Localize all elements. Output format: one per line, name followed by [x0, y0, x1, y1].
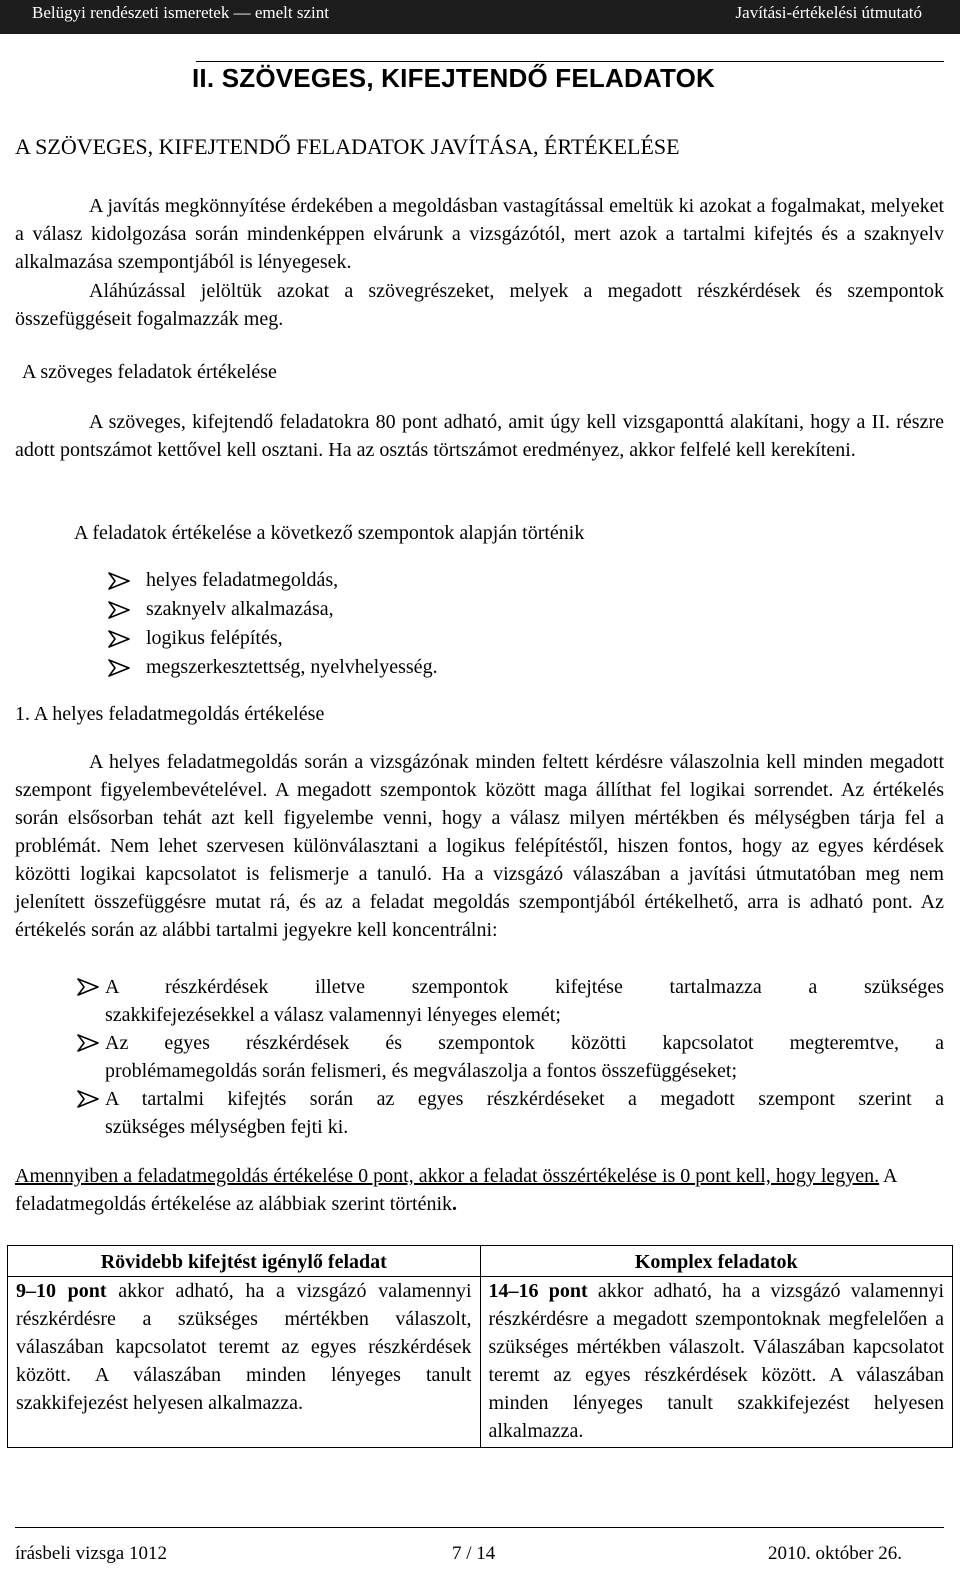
scoring-text: A szöveges, kifejtendő feladatokra 80 pont adható, amit úgy kell vizsgaponttá alakítani, hogy a II. részre adott pontszámot kettővel kell osztani. Ha az osztás törtszámot eredményez, akkor felfelé kell kerekíteni.	[15, 411, 944, 461]
bullet-text-line2: szükséges mélységben fejti ki.	[105, 1116, 349, 1138]
zero-score-continuation: A feladatmegoldás értékelése az alábbiak szerint történik	[15, 1165, 897, 1215]
arrow-bullet-icon	[108, 601, 130, 619]
list-item	[108, 624, 438, 653]
list-item	[77, 973, 944, 1029]
bullet-text-line2: szakkifejezésekkel a válasz valamennyi lényeges elemét;	[105, 1004, 561, 1026]
footer-page-number: 7 / 14	[452, 1543, 496, 1564]
list-item	[108, 595, 438, 624]
page-header	[0, 0, 960, 34]
arrow-bullet-icon	[77, 978, 99, 996]
zero-score-underlined: Amennyiben a feladatmegoldás értékelése 0 pont, akkor a feladat összértékelése is 0 pont kell, hogy legyen.	[15, 1165, 880, 1187]
header-guide-title: Javítási-értékelési útmutató	[735, 3, 922, 22]
table-header-short-task: Rövidebb kifejtést igénylő feladat	[8, 1246, 481, 1277]
zero-score-period: .	[452, 1193, 458, 1215]
complex-task-criteria-cell	[480, 1277, 953, 1448]
list-item	[108, 653, 438, 682]
list-item	[77, 1085, 944, 1141]
section-title: II. SZÖVEGES, KIFEJTENDŐ FELADATOK	[192, 63, 716, 93]
underline-note-text: Aláhúzással jelöltük azokat a szövegrészeket, melyek a megadott részkérdések és szempontok összefüggéseit fogalmazzák meg.	[15, 280, 944, 330]
complex-task-criteria-text: akkor adható, ha a vizsgázó valamennyi részkérdésre a megadott szempontoknak megfelelően a szükséges mértékben válaszolt. Válaszában kapcsolatot teremt az egyes részkérdések között. A válaszában minden lényeges tanult szakkifejezést helyesen alkalmazza.	[488, 1280, 945, 1442]
footer-date: 2010. október 26.	[767, 1543, 902, 1564]
intro-text: A javítás megkönnyítése érdekében a megoldásban vastagítással emeltük ki azokat a fogalmakat, melyeket a válasz kidolgozása során mindenképpen elvárunk a vizsgázótól, mert azok a tartalmi kifejtés és a szaknyelv alkalmazása szempontjából is lényegesek.	[15, 195, 944, 273]
arrow-bullet-icon	[108, 630, 130, 648]
bullet-text-line1: A részkérdések illetve szempontok kifejtése tartalmazza a szükséges	[105, 976, 944, 998]
criteria-list	[108, 566, 438, 682]
content-criteria-list	[77, 973, 944, 1141]
section1-heading: 1. A helyes feladatmegoldás értékelése	[15, 703, 325, 725]
criteria-item-text: megszerkesztettség, nyelvhelyesség.	[146, 656, 438, 678]
zero-score-paragraph	[15, 1162, 944, 1218]
list-item	[77, 1029, 944, 1085]
footer-exam-id: írásbeli vizsga 1012	[15, 1543, 167, 1564]
bullet-text-line1: Az egyes részkérdések és szempontok közötti kapcsolatot megteremtve, a	[105, 1032, 944, 1054]
intro-paragraph	[15, 192, 944, 276]
header-exam-title: Belügyi rendészeti ismeretek — emelt szint	[32, 3, 329, 22]
complex-task-points: 14–16 pont	[488, 1280, 588, 1302]
footer-rule	[15, 1527, 944, 1528]
list-item	[108, 566, 438, 595]
section1-text: A helyes feladatmegoldás során a vizsgázónak minden feltett kérdésre válaszolnia kell minden megadott szempont figyelembevételével. A megadott szempontok között maga állíthat fel logikai sorrendet. Az értékelés során elsősorban tehát azt kell figyelembe venni, hogy a válasz milyen mértékben és mélységben tárja fel a problémát. Nem lehet szervesen különválasztani a logikus felépítéstől, hiszen fontos, hogy az egyes kérdések közötti logikai kapcsolatot is felismerje a tanuló. Ha a vizsgázó válaszában a javítási útmutatóban meg nem jelenített összefüggésre mutat rá, és az a feladat megoldás szempontjából értékelhető, arra is adható pont. Az értékelés során az alábbi tartalmi jegyekre kell koncentrálni:	[15, 751, 944, 941]
section1-paragraph	[15, 748, 944, 944]
table-header-complex-task: Komplex feladatok	[480, 1246, 953, 1277]
scoring-heading: A szöveges feladatok értékelése	[22, 361, 277, 383]
table-header-row	[8, 1246, 953, 1277]
arrow-bullet-icon	[77, 1034, 99, 1052]
evaluation-heading: A SZÖVEGES, KIFEJTENDŐ FELADATOK JAVÍTÁSA, ÉRTÉKELÉSE	[15, 134, 680, 159]
short-task-criteria-text: akkor adható, ha a vizsgázó valamennyi részkérdésre a szükséges mértékben válaszolt, válaszában kapcsolatot teremt az egyes részkérdések között. A válaszában minden lényeges tanult szakkifejezést helyesen alkalmazza.	[16, 1280, 472, 1414]
table-row	[8, 1277, 953, 1448]
title-rule	[196, 61, 944, 62]
criteria-heading: A feladatok értékelése a következő szempontok alapján történik	[74, 522, 585, 544]
arrow-bullet-icon	[77, 1090, 99, 1108]
short-task-criteria-cell	[8, 1277, 481, 1448]
bullet-text-line1: A tartalmi kifejtés során az egyes részkérdéseket a megadott szempont szerint a	[105, 1088, 944, 1110]
criteria-item-text: logikus felépítés,	[146, 627, 283, 649]
arrow-bullet-icon	[108, 659, 130, 677]
arrow-bullet-icon	[108, 572, 130, 590]
underline-note-paragraph	[15, 277, 944, 333]
criteria-item-text: szaknyelv alkalmazása,	[146, 598, 334, 620]
bullet-text-line2: problémamegoldás során felismeri, és megválaszolja a fontos összefüggéseket;	[105, 1060, 738, 1082]
short-task-points: 9–10 pont	[16, 1280, 107, 1302]
criteria-item-text: helyes feladatmegoldás,	[146, 569, 339, 591]
scoring-table	[7, 1245, 953, 1448]
scoring-paragraph	[15, 408, 944, 464]
